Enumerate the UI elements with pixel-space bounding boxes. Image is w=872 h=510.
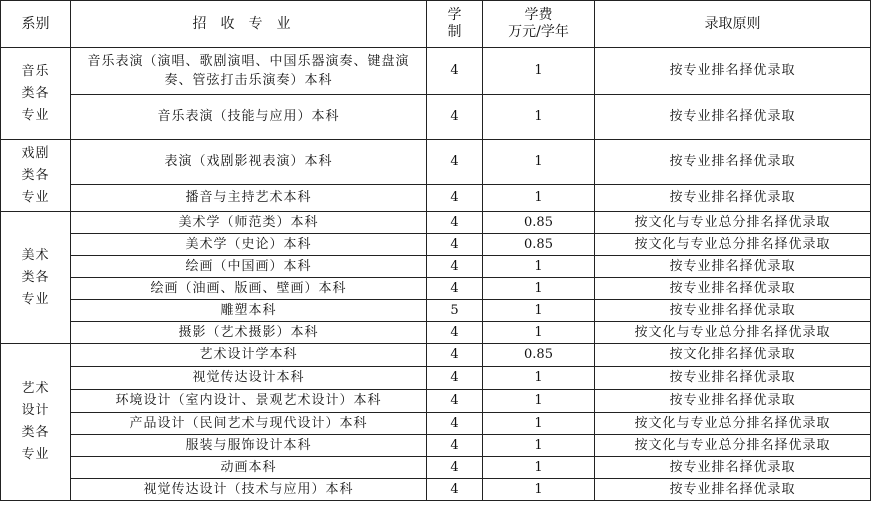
rule-cell: 按专业排名择优录取 (595, 367, 871, 390)
major-cell: 视觉传达设计（技术与应用）本科 (71, 479, 427, 501)
table-row (1, 413, 871, 435)
category-name-line: 戏剧 (21, 145, 50, 161)
fee-cell: 1 (483, 48, 595, 95)
fee-cell: 1 (483, 300, 595, 322)
category-name-line: 设计 (21, 403, 50, 418)
fee-cell: 1 (483, 479, 595, 501)
fee-cell: 0.85 (483, 234, 595, 256)
major-cell: 视觉传达设计本科 (71, 367, 427, 390)
years-cell: 4 (427, 234, 483, 256)
rule-cell: 按专业排名择优录取 (595, 278, 871, 300)
header-major: 招收专业 (71, 1, 427, 48)
fee-cell: 0.85 (483, 344, 595, 367)
years-cell: 4 (427, 479, 483, 501)
category-cell (1, 48, 71, 140)
category-cell (1, 212, 71, 344)
years-cell: 4 (427, 390, 483, 413)
table-row (1, 479, 871, 501)
header-years-line-2: 制 (447, 24, 462, 40)
rule-cell: 按专业排名择优录取 (595, 479, 871, 501)
rule-cell: 按文化与专业总分排名择优录取 (595, 413, 871, 435)
major-cell: 绘画（中国画）本科 (71, 256, 427, 278)
header-fee-line-1: 学费 (524, 7, 553, 23)
table-row (1, 185, 871, 212)
table-row (1, 234, 871, 256)
years-cell: 5 (427, 300, 483, 322)
major-cell: 雕塑本科 (71, 300, 427, 322)
fee-cell: 1 (483, 185, 595, 212)
table-row (1, 367, 871, 390)
category-name-line: 类各 (21, 269, 50, 285)
category-cell (1, 344, 71, 501)
years-cell: 4 (427, 278, 483, 300)
fee-cell: 1 (483, 435, 595, 457)
fee-cell: 1 (483, 390, 595, 413)
rule-cell: 按文化与专业总分排名择优录取 (595, 212, 871, 234)
table-row (1, 457, 871, 479)
table-row (1, 212, 871, 234)
table-row (1, 300, 871, 322)
major-cell: 环境设计（室内设计、景观艺术设计）本科 (71, 390, 427, 413)
years-cell: 4 (427, 48, 483, 95)
header-fee-line-2: 万元/学年 (508, 24, 569, 40)
table-row (1, 435, 871, 457)
category-name-line: 类各 (21, 425, 50, 440)
major-cell: 表演（戏剧影视表演）本科 (71, 140, 427, 185)
years-cell: 4 (427, 212, 483, 234)
years-cell: 4 (427, 435, 483, 457)
rule-cell: 按专业排名择优录取 (595, 256, 871, 278)
header-fee (483, 1, 595, 48)
major-cell: 音乐表演（技能与应用）本科 (71, 95, 427, 140)
major-cell: 服装与服饰设计本科 (71, 435, 427, 457)
table-row (1, 390, 871, 413)
header-category: 系别 (1, 1, 71, 48)
years-cell: 4 (427, 95, 483, 140)
rule-cell: 按专业排名择优录取 (595, 390, 871, 413)
header-rule: 录取原则 (595, 1, 871, 48)
category-name-line: 类各 (21, 167, 50, 183)
category-cell (1, 140, 71, 212)
years-cell: 4 (427, 256, 483, 278)
category-name-line: 专业 (21, 107, 50, 123)
table-row (1, 140, 871, 185)
years-cell: 4 (427, 185, 483, 212)
fee-cell: 1 (483, 278, 595, 300)
table-row (1, 278, 871, 300)
years-cell: 4 (427, 367, 483, 390)
years-cell: 4 (427, 140, 483, 185)
rule-cell: 按文化与专业总分排名择优录取 (595, 435, 871, 457)
header-years (427, 1, 483, 48)
rule-cell: 按专业排名择优录取 (595, 300, 871, 322)
fee-cell: 1 (483, 140, 595, 185)
fee-cell: 1 (483, 457, 595, 479)
rule-cell: 按文化与专业总分排名择优录取 (595, 322, 871, 344)
category-name-line: 专业 (21, 189, 50, 205)
years-cell: 4 (427, 413, 483, 435)
table-row (1, 95, 871, 140)
rule-cell: 按专业排名择优录取 (595, 95, 871, 140)
category-name-line: 类各 (21, 85, 50, 101)
major-cell: 绘画（油画、版画、壁画）本科 (71, 278, 427, 300)
rule-cell: 按专业排名择优录取 (595, 457, 871, 479)
fee-cell: 1 (483, 367, 595, 390)
major-cell: 播音与主持艺术本科 (71, 185, 427, 212)
major-cell: 美术学（师范类）本科 (71, 212, 427, 234)
table-body (1, 48, 871, 501)
major-cell: 音乐表演（演唱、歌剧演唱、中国乐器演奏、键盘演奏、管弦打击乐演奏）本科 (71, 48, 427, 95)
major-cell: 产品设计（民间艺术与现代设计）本科 (71, 413, 427, 435)
major-cell: 摄影（艺术摄影）本科 (71, 322, 427, 344)
fee-cell: 1 (483, 322, 595, 344)
major-cell: 动画本科 (71, 457, 427, 479)
fee-cell: 1 (483, 413, 595, 435)
rule-cell: 按文化与专业总分排名择优录取 (595, 234, 871, 256)
category-name-line: 艺术 (21, 381, 50, 396)
years-cell: 4 (427, 344, 483, 367)
rule-cell: 按专业排名择优录取 (595, 48, 871, 95)
category-name-line: 音乐 (21, 63, 50, 79)
years-cell: 4 (427, 322, 483, 344)
rule-cell: 按文化排名择优录取 (595, 344, 871, 367)
category-name-line: 专业 (21, 447, 50, 462)
years-cell: 4 (427, 457, 483, 479)
category-name-line: 专业 (21, 291, 50, 307)
header-years-line-1: 学 (447, 7, 462, 23)
rule-cell: 按专业排名择优录取 (595, 185, 871, 212)
fee-cell: 0.85 (483, 212, 595, 234)
table-row (1, 344, 871, 367)
fee-cell: 1 (483, 256, 595, 278)
category-name-line: 美术 (21, 247, 50, 263)
table-row (1, 256, 871, 278)
table-row (1, 48, 871, 95)
major-cell: 美术学（史论）本科 (71, 234, 427, 256)
fee-cell: 1 (483, 95, 595, 140)
rule-cell: 按专业排名择优录取 (595, 140, 871, 185)
major-cell: 艺术设计学本科 (71, 344, 427, 367)
header-row (1, 1, 871, 48)
table-row (1, 322, 871, 344)
